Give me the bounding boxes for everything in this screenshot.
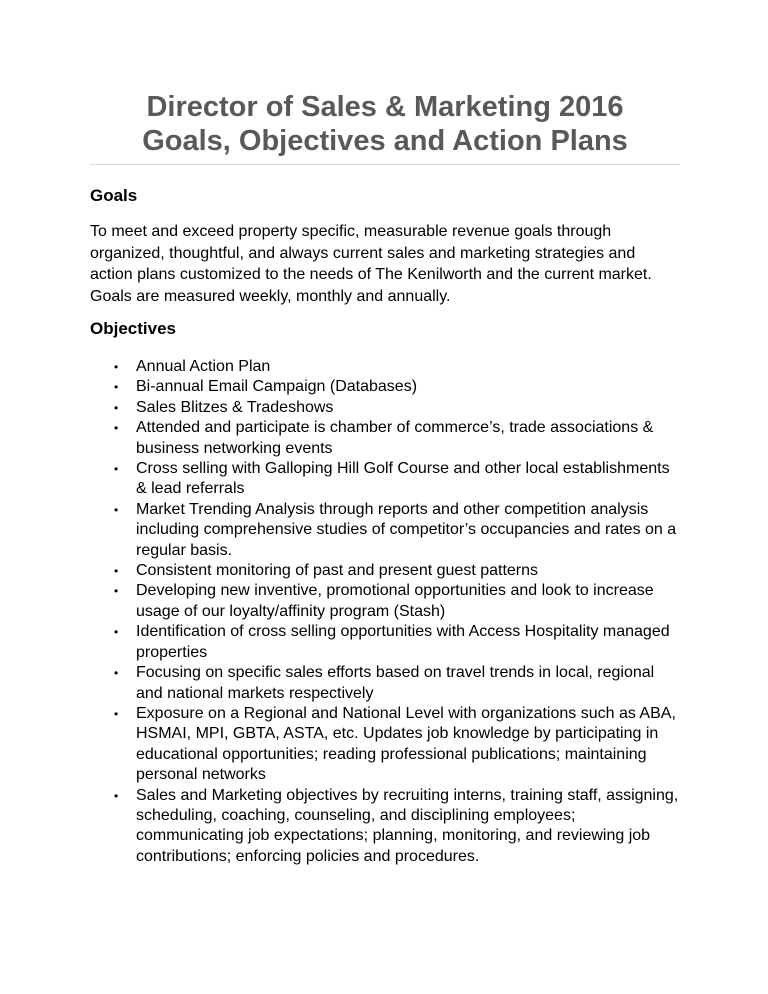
bullet-icon: • [114, 625, 119, 640]
objective-text: Consistent monitoring of past and present guest patterns [136, 562, 539, 580]
objective-text: Identification of cross selling opportunities with Access Hospitality managed properties [136, 623, 670, 661]
objective-item [90, 663, 680, 704]
objective-text: Sales Blitzes & Tradeshows [136, 398, 334, 416]
objective-item [90, 581, 680, 622]
objective-item [90, 500, 680, 561]
bullet-icon: • [114, 502, 119, 517]
objective-item [90, 357, 680, 377]
objective-item [90, 786, 680, 868]
title-line-1: Director of Sales & Marketing 2016 [146, 91, 624, 123]
bullet-icon: • [114, 421, 119, 436]
objective-text: Sales and Marketing objectives by recruiting interns, training staff, assigning, scheduling, coaching, counseling, and disciplining employees; communicating job expectations; planning, monitoring, and reviewing job contributions; enforcing policies and procedures. [136, 786, 679, 865]
bullet-icon: • [114, 584, 119, 599]
bullet-icon: • [114, 400, 119, 415]
objective-item [90, 398, 680, 418]
bullet-icon: • [114, 788, 119, 803]
objective-item [90, 418, 680, 459]
bullet-icon: • [114, 564, 119, 579]
objective-text: Bi-annual Email Campaign (Databases) [136, 378, 418, 396]
bullet-icon: • [114, 666, 119, 681]
objectives-heading: Objectives [90, 319, 176, 338]
bullet-icon: • [114, 380, 119, 395]
objective-text: Focusing on specific sales efforts based on travel trends in local, regional and national markets respectively [136, 664, 655, 702]
bullet-icon: • [114, 360, 119, 374]
objective-text: Market Trending Analysis through reports and other competition analysis including comprehensive studies of competitor’s occupancies and rates on a regular basis. [136, 500, 677, 559]
goals-heading: Goals [90, 186, 138, 205]
objective-text: Annual Action Plan [136, 358, 271, 375]
objective-text: Cross selling with Galloping Hill Golf Course and other local establishments & lead referrals [136, 460, 670, 498]
objective-text: Exposure on a Regional and National Level with organizations such as ABA, HSMAI, MPI, GBTA, ASTA, etc. Updates job knowledge by participating in educational opportunities; reading professional publications; maintaining personal networks [136, 704, 676, 784]
objectives-list [90, 357, 680, 867]
objective-item [90, 377, 680, 397]
objective-item [90, 622, 680, 663]
objective-text: Developing new inventive, promotional opportunities and look to increase usage of our loyalty/affinity program (Stash) [136, 582, 654, 620]
title-line-2: Goals, Objectives and Action Plans [142, 125, 628, 157]
objective-item [90, 704, 680, 786]
objective-text: Attended and participate is chamber of commerce’s, trade associations & business networking events [136, 419, 654, 457]
bullet-icon: • [114, 706, 119, 721]
objective-item [90, 561, 680, 581]
objective-item [90, 459, 680, 500]
bullet-icon: • [114, 462, 119, 477]
document-title [90, 90, 680, 165]
goals-paragraph: To meet and exceed property specific, measurable revenue goals through organized, thoughtful, and always current sales and marketing strategies and action plans customized to the needs of The Kenilworth and the current market. Goals are measured weekly, monthly and annually. [90, 223, 652, 305]
